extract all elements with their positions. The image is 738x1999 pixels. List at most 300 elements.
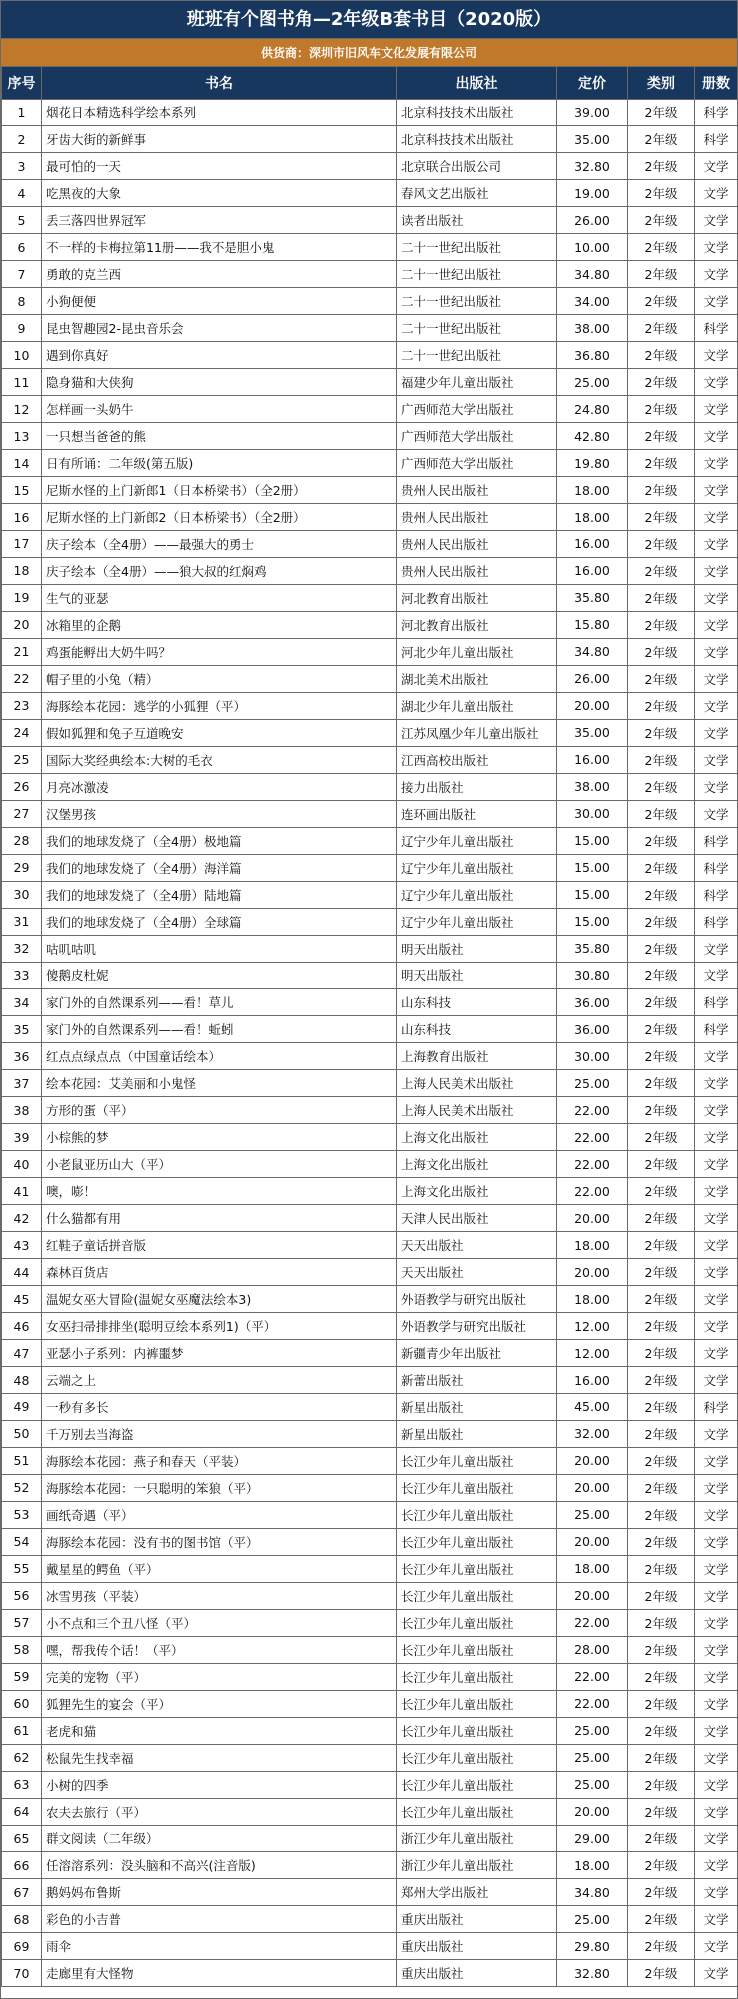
supplier-line: 供货商：深圳市旧风车文化发展有限公司 xyxy=(1,39,737,67)
cell-subject: 科学 xyxy=(695,1016,738,1043)
cell-no: 36 xyxy=(2,1043,42,1070)
cell-no: 49 xyxy=(2,1394,42,1421)
table-row xyxy=(2,369,738,396)
cell-publisher: 广西师范大学出版社 xyxy=(397,396,557,423)
table-row xyxy=(2,854,738,881)
table-row xyxy=(2,1825,738,1852)
cell-publisher: 新星出版社 xyxy=(397,1420,557,1447)
cell-grade: 2年级 xyxy=(628,1960,695,1987)
cell-no: 56 xyxy=(2,1582,42,1609)
cell-title: 小棕熊的梦 xyxy=(42,1124,397,1151)
cell-no: 46 xyxy=(2,1313,42,1340)
cell-publisher: 明天出版社 xyxy=(397,935,557,962)
cell-grade: 2年级 xyxy=(628,180,695,207)
cell-no: 62 xyxy=(2,1744,42,1771)
cell-publisher: 长江少年儿童出版社 xyxy=(397,1771,557,1798)
cell-publisher: 新星出版社 xyxy=(397,1394,557,1421)
cell-subject: 文学 xyxy=(695,1447,738,1474)
column-header-subject: 册数 xyxy=(695,67,738,99)
cell-title: 月亮冰激凌 xyxy=(42,773,397,800)
cell-subject: 文学 xyxy=(695,1340,738,1367)
cell-price: 22.00 xyxy=(557,1124,628,1151)
table-row xyxy=(2,881,738,908)
cell-title: 我们的地球发烧了（全4册）全球篇 xyxy=(42,908,397,935)
cell-price: 24.80 xyxy=(557,396,628,423)
cell-no: 6 xyxy=(2,234,42,261)
cell-no: 12 xyxy=(2,396,42,423)
cell-subject: 文学 xyxy=(695,1205,738,1232)
cell-price: 25.00 xyxy=(557,1070,628,1097)
cell-publisher: 重庆出版社 xyxy=(397,1933,557,1960)
cell-subject: 科学 xyxy=(695,908,738,935)
cell-no: 23 xyxy=(2,692,42,719)
cell-title: 隐身猫和大侠狗 xyxy=(42,369,397,396)
cell-grade: 2年级 xyxy=(628,584,695,611)
cell-no: 8 xyxy=(2,288,42,315)
table-row xyxy=(2,288,738,315)
cell-price: 36.80 xyxy=(557,342,628,369)
cell-subject: 文学 xyxy=(695,1178,738,1205)
cell-price: 25.00 xyxy=(557,1717,628,1744)
column-header-price: 定价 xyxy=(557,67,628,99)
table-row xyxy=(2,611,738,638)
cell-no: 44 xyxy=(2,1259,42,1286)
cell-price: 30.80 xyxy=(557,962,628,989)
cell-grade: 2年级 xyxy=(628,773,695,800)
cell-subject: 文学 xyxy=(695,773,738,800)
cell-grade: 2年级 xyxy=(628,908,695,935)
cell-subject: 文学 xyxy=(695,207,738,234)
cell-publisher: 长江少年儿童出版社 xyxy=(397,1555,557,1582)
table-row xyxy=(2,180,738,207)
cell-subject: 文学 xyxy=(695,1798,738,1825)
cell-grade: 2年级 xyxy=(628,126,695,153)
cell-price: 25.00 xyxy=(557,369,628,396)
table-row xyxy=(2,1232,738,1259)
cell-subject: 文学 xyxy=(695,1124,738,1151)
cell-no: 47 xyxy=(2,1340,42,1367)
cell-price: 32.00 xyxy=(557,1420,628,1447)
cell-no: 31 xyxy=(2,908,42,935)
table-row xyxy=(2,1205,738,1232)
cell-publisher: 新蕾出版社 xyxy=(397,1367,557,1394)
cell-title: 尼斯水怪的上门新郎1（日本桥梁书）（全2册） xyxy=(42,477,397,504)
cell-title: 最可怕的一天 xyxy=(42,153,397,180)
cell-no: 40 xyxy=(2,1151,42,1178)
cell-title: 国际大奖经典绘本:大树的毛衣 xyxy=(42,746,397,773)
cell-publisher: 山东科技 xyxy=(397,989,557,1016)
cell-no: 11 xyxy=(2,369,42,396)
cell-publisher: 北京联合出版公司 xyxy=(397,153,557,180)
cell-subject: 文学 xyxy=(695,1528,738,1555)
cell-title: 咕叽咕叽 xyxy=(42,935,397,962)
cell-title: 任溶溶系列：没头脑和不高兴(注音版) xyxy=(42,1852,397,1879)
cell-subject: 文学 xyxy=(695,342,738,369)
cell-grade: 2年级 xyxy=(628,1043,695,1070)
cell-grade: 2年级 xyxy=(628,1663,695,1690)
cell-no: 26 xyxy=(2,773,42,800)
cell-title: 完美的宠物（平） xyxy=(42,1663,397,1690)
cell-title: 森林百货店 xyxy=(42,1259,397,1286)
cell-title: 日有所诵：二年级(第五版) xyxy=(42,450,397,477)
cell-no: 7 xyxy=(2,261,42,288)
cell-grade: 2年级 xyxy=(628,315,695,342)
cell-grade: 2年级 xyxy=(628,1420,695,1447)
table-row xyxy=(2,450,738,477)
cell-price: 29.00 xyxy=(557,1825,628,1852)
table-row xyxy=(2,1960,738,1987)
cell-no: 16 xyxy=(2,504,42,531)
cell-subject: 文学 xyxy=(695,557,738,584)
cell-grade: 2年级 xyxy=(628,1555,695,1582)
cell-no: 69 xyxy=(2,1933,42,1960)
table-header-row xyxy=(2,67,738,99)
cell-price: 20.00 xyxy=(557,1447,628,1474)
table-row xyxy=(2,1582,738,1609)
cell-grade: 2年级 xyxy=(628,1205,695,1232)
cell-title: 汉堡男孩 xyxy=(42,800,397,827)
table-row xyxy=(2,1906,738,1933)
cell-subject: 文学 xyxy=(695,584,738,611)
table-row xyxy=(2,692,738,719)
table-row xyxy=(2,1474,738,1501)
cell-subject: 文学 xyxy=(695,396,738,423)
cell-subject: 文学 xyxy=(695,423,738,450)
cell-title: 我们的地球发烧了（全4册）海洋篇 xyxy=(42,854,397,881)
cell-publisher: 浙江少年儿童出版社 xyxy=(397,1852,557,1879)
cell-title: 云端之上 xyxy=(42,1367,397,1394)
cell-subject: 文学 xyxy=(695,1663,738,1690)
table-row xyxy=(2,504,738,531)
cell-no: 9 xyxy=(2,315,42,342)
cell-title: 嘿，帮我传个话！（平） xyxy=(42,1636,397,1663)
table-row xyxy=(2,773,738,800)
cell-title: 家门外的自然课系列——看！草儿 xyxy=(42,989,397,1016)
cell-no: 65 xyxy=(2,1825,42,1852)
table-row xyxy=(2,1043,738,1070)
cell-publisher: 长江少年儿童出版社 xyxy=(397,1609,557,1636)
table-row xyxy=(2,1097,738,1124)
cell-grade: 2年级 xyxy=(628,531,695,558)
cell-title: 不一样的卡梅拉第11册——我不是胆小鬼 xyxy=(42,234,397,261)
cell-no: 50 xyxy=(2,1420,42,1447)
cell-publisher: 接力出版社 xyxy=(397,773,557,800)
cell-price: 30.00 xyxy=(557,800,628,827)
cell-no: 61 xyxy=(2,1717,42,1744)
cell-publisher: 长江少年儿童出版社 xyxy=(397,1582,557,1609)
cell-grade: 2年级 xyxy=(628,234,695,261)
cell-no: 33 xyxy=(2,962,42,989)
table-row xyxy=(2,1501,738,1528)
cell-publisher: 二十一世纪出版社 xyxy=(397,288,557,315)
cell-title: 吃黑夜的大象 xyxy=(42,180,397,207)
cell-subject: 文学 xyxy=(695,1744,738,1771)
table-row xyxy=(2,1528,738,1555)
table-row xyxy=(2,935,738,962)
cell-subject: 文学 xyxy=(695,1906,738,1933)
cell-price: 15.00 xyxy=(557,881,628,908)
cell-subject: 文学 xyxy=(695,1286,738,1313)
table-row xyxy=(2,1879,738,1906)
cell-no: 24 xyxy=(2,719,42,746)
cell-publisher: 北京科技技术出版社 xyxy=(397,126,557,153)
column-header-grade: 类别 xyxy=(628,67,695,99)
cell-no: 18 xyxy=(2,557,42,584)
cell-no: 60 xyxy=(2,1690,42,1717)
cell-price: 18.00 xyxy=(557,1852,628,1879)
column-header-title: 书名 xyxy=(42,67,397,99)
cell-grade: 2年级 xyxy=(628,1879,695,1906)
cell-title: 丢三落四世界冠军 xyxy=(42,207,397,234)
cell-subject: 文学 xyxy=(695,369,738,396)
cell-publisher: 北京科技技术出版社 xyxy=(397,99,557,126)
cell-no: 5 xyxy=(2,207,42,234)
page-title: 班班有个图书角—2年级B套书目（2020版） xyxy=(1,1,737,39)
cell-price: 15.00 xyxy=(557,854,628,881)
cell-title: 海豚绘本花园：燕子和春天（平装） xyxy=(42,1447,397,1474)
cell-no: 29 xyxy=(2,854,42,881)
cell-price: 20.00 xyxy=(557,1259,628,1286)
cell-publisher: 长江少年儿童出版社 xyxy=(397,1798,557,1825)
cell-subject: 文学 xyxy=(695,477,738,504)
cell-no: 21 xyxy=(2,638,42,665)
cell-title: 庆子绘本（全4册）——狼大叔的红焖鸡 xyxy=(42,557,397,584)
cell-grade: 2年级 xyxy=(628,1367,695,1394)
cell-no: 14 xyxy=(2,450,42,477)
table-row xyxy=(2,207,738,234)
cell-grade: 2年级 xyxy=(628,1906,695,1933)
cell-title: 松鼠先生找幸福 xyxy=(42,1744,397,1771)
cell-subject: 文学 xyxy=(695,234,738,261)
cell-publisher: 上海人民美术出版社 xyxy=(397,1097,557,1124)
cell-subject: 文学 xyxy=(695,1474,738,1501)
cell-subject: 文学 xyxy=(695,800,738,827)
cell-price: 26.00 xyxy=(557,207,628,234)
cell-grade: 2年级 xyxy=(628,1582,695,1609)
cell-title: 尼斯水怪的上门新郎2（日本桥梁书）（全2册） xyxy=(42,504,397,531)
cell-subject: 文学 xyxy=(695,1879,738,1906)
table-row xyxy=(2,989,738,1016)
cell-price: 20.00 xyxy=(557,1798,628,1825)
cell-publisher: 贵州人民出版社 xyxy=(397,477,557,504)
cell-grade: 2年级 xyxy=(628,638,695,665)
book-table xyxy=(1,67,738,1987)
cell-publisher: 上海文化出版社 xyxy=(397,1124,557,1151)
cell-publisher: 明天出版社 xyxy=(397,962,557,989)
cell-grade: 2年级 xyxy=(628,1151,695,1178)
table-row xyxy=(2,1367,738,1394)
cell-title: 红鞋子童话拼音版 xyxy=(42,1232,397,1259)
cell-grade: 2年级 xyxy=(628,827,695,854)
cell-publisher: 郑州大学出版社 xyxy=(397,1879,557,1906)
table-row xyxy=(2,557,738,584)
cell-subject: 文学 xyxy=(695,1852,738,1879)
cell-price: 36.00 xyxy=(557,989,628,1016)
cell-subject: 文学 xyxy=(695,1313,738,1340)
cell-no: 42 xyxy=(2,1205,42,1232)
cell-price: 34.80 xyxy=(557,261,628,288)
cell-publisher: 河北教育出版社 xyxy=(397,584,557,611)
cell-publisher: 广西师范大学出版社 xyxy=(397,450,557,477)
cell-price: 22.00 xyxy=(557,1097,628,1124)
cell-price: 39.00 xyxy=(557,99,628,126)
cell-title: 画纸奇遇（平） xyxy=(42,1501,397,1528)
cell-grade: 2年级 xyxy=(628,1636,695,1663)
cell-subject: 科学 xyxy=(695,1394,738,1421)
table-row xyxy=(2,1178,738,1205)
cell-no: 57 xyxy=(2,1609,42,1636)
cell-subject: 文学 xyxy=(695,1636,738,1663)
cell-no: 28 xyxy=(2,827,42,854)
table-row xyxy=(2,1636,738,1663)
cell-grade: 2年级 xyxy=(628,1744,695,1771)
table-body xyxy=(2,99,738,1987)
cell-subject: 文学 xyxy=(695,1501,738,1528)
cell-title: 庆子绘本（全4册）——最强大的勇士 xyxy=(42,531,397,558)
cell-title: 彩色的小吉普 xyxy=(42,1906,397,1933)
cell-price: 26.00 xyxy=(557,665,628,692)
cell-publisher: 广西师范大学出版社 xyxy=(397,423,557,450)
cell-price: 36.00 xyxy=(557,1016,628,1043)
table-row xyxy=(2,1933,738,1960)
cell-price: 15.00 xyxy=(557,908,628,935)
cell-no: 27 xyxy=(2,800,42,827)
cell-title: 红点点绿点点（中国童话绘本） xyxy=(42,1043,397,1070)
cell-subject: 文学 xyxy=(695,638,738,665)
cell-price: 34.80 xyxy=(557,1879,628,1906)
cell-price: 18.00 xyxy=(557,504,628,531)
cell-grade: 2年级 xyxy=(628,1690,695,1717)
cell-grade: 2年级 xyxy=(628,1933,695,1960)
cell-grade: 2年级 xyxy=(628,1528,695,1555)
cell-price: 35.80 xyxy=(557,935,628,962)
cell-grade: 2年级 xyxy=(628,1340,695,1367)
table-row xyxy=(2,1744,738,1771)
table-row xyxy=(2,1340,738,1367)
cell-title: 牙齿大街的新鲜事 xyxy=(42,126,397,153)
cell-grade: 2年级 xyxy=(628,342,695,369)
cell-title: 小不点和三个丑八怪（平） xyxy=(42,1609,397,1636)
table-row xyxy=(2,827,738,854)
cell-grade: 2年级 xyxy=(628,1286,695,1313)
cell-title: 走廊里有大怪物 xyxy=(42,1960,397,1987)
cell-grade: 2年级 xyxy=(628,1852,695,1879)
cell-grade: 2年级 xyxy=(628,423,695,450)
cell-title: 小老鼠亚历山大（平） xyxy=(42,1151,397,1178)
cell-publisher: 二十一世纪出版社 xyxy=(397,315,557,342)
cell-no: 10 xyxy=(2,342,42,369)
cell-price: 16.00 xyxy=(557,557,628,584)
table-row xyxy=(2,1555,738,1582)
cell-subject: 文学 xyxy=(695,1690,738,1717)
cell-publisher: 福建少年儿童出版社 xyxy=(397,369,557,396)
cell-title: 家门外的自然课系列——看！蚯蚓 xyxy=(42,1016,397,1043)
cell-publisher: 长江少年儿童出版社 xyxy=(397,1744,557,1771)
cell-title: 农夫去旅行（平） xyxy=(42,1798,397,1825)
cell-title: 冰箱里的企鹅 xyxy=(42,611,397,638)
cell-price: 32.80 xyxy=(557,153,628,180)
table-row xyxy=(2,584,738,611)
cell-no: 70 xyxy=(2,1960,42,1987)
table-row xyxy=(2,800,738,827)
table-row xyxy=(2,1771,738,1798)
table-row xyxy=(2,234,738,261)
cell-title: 什么猫都有用 xyxy=(42,1205,397,1232)
cell-publisher: 湖北美术出版社 xyxy=(397,665,557,692)
cell-grade: 2年级 xyxy=(628,207,695,234)
cell-price: 22.00 xyxy=(557,1178,628,1205)
cell-price: 34.80 xyxy=(557,638,628,665)
cell-subject: 文学 xyxy=(695,935,738,962)
cell-subject: 文学 xyxy=(695,1043,738,1070)
cell-subject: 文学 xyxy=(695,665,738,692)
cell-subject: 文学 xyxy=(695,1420,738,1447)
cell-publisher: 山东科技 xyxy=(397,1016,557,1043)
cell-subject: 文学 xyxy=(695,1151,738,1178)
cell-no: 68 xyxy=(2,1906,42,1933)
cell-price: 16.00 xyxy=(557,1367,628,1394)
cell-publisher: 天津人民出版社 xyxy=(397,1205,557,1232)
cell-grade: 2年级 xyxy=(628,153,695,180)
table-row xyxy=(2,1016,738,1043)
cell-grade: 2年级 xyxy=(628,665,695,692)
cell-price: 35.80 xyxy=(557,584,628,611)
cell-no: 13 xyxy=(2,423,42,450)
cell-publisher: 长江少年儿童出版社 xyxy=(397,1636,557,1663)
cell-price: 45.00 xyxy=(557,1394,628,1421)
cell-publisher: 长江少年儿童出版社 xyxy=(397,1501,557,1528)
table-row xyxy=(2,1394,738,1421)
cell-title: 帽子里的小兔（精） xyxy=(42,665,397,692)
cell-price: 16.00 xyxy=(557,746,628,773)
table-row xyxy=(2,962,738,989)
cell-title: 群文阅读（二年级） xyxy=(42,1825,397,1852)
cell-grade: 2年级 xyxy=(628,1232,695,1259)
column-header-no: 序号 xyxy=(2,67,42,99)
cell-grade: 2年级 xyxy=(628,1474,695,1501)
cell-no: 20 xyxy=(2,611,42,638)
cell-price: 18.00 xyxy=(557,1232,628,1259)
cell-title: 我们的地球发烧了（全4册）极地篇 xyxy=(42,827,397,854)
cell-price: 16.00 xyxy=(557,531,628,558)
cell-no: 17 xyxy=(2,531,42,558)
cell-price: 35.00 xyxy=(557,719,628,746)
cell-publisher: 天天出版社 xyxy=(397,1259,557,1286)
cell-grade: 2年级 xyxy=(628,881,695,908)
table-row xyxy=(2,1609,738,1636)
cell-title: 方形的蛋（平） xyxy=(42,1097,397,1124)
cell-title: 小树的四季 xyxy=(42,1771,397,1798)
cell-grade: 2年级 xyxy=(628,1609,695,1636)
cell-title: 噢，嘭！ xyxy=(42,1178,397,1205)
cell-subject: 文学 xyxy=(695,1097,738,1124)
cell-grade: 2年级 xyxy=(628,1259,695,1286)
table-row xyxy=(2,1070,738,1097)
cell-no: 2 xyxy=(2,126,42,153)
cell-publisher: 天天出版社 xyxy=(397,1232,557,1259)
table-row xyxy=(2,261,738,288)
cell-grade: 2年级 xyxy=(628,1501,695,1528)
table-row xyxy=(2,1124,738,1151)
cell-title: 冰雪男孩（平装） xyxy=(42,1582,397,1609)
cell-no: 67 xyxy=(2,1879,42,1906)
cell-price: 30.00 xyxy=(557,1043,628,1070)
cell-publisher: 辽宁少年儿童出版社 xyxy=(397,854,557,881)
cell-subject: 文学 xyxy=(695,962,738,989)
cell-no: 43 xyxy=(2,1232,42,1259)
table-row xyxy=(2,531,738,558)
cell-price: 38.00 xyxy=(557,315,628,342)
